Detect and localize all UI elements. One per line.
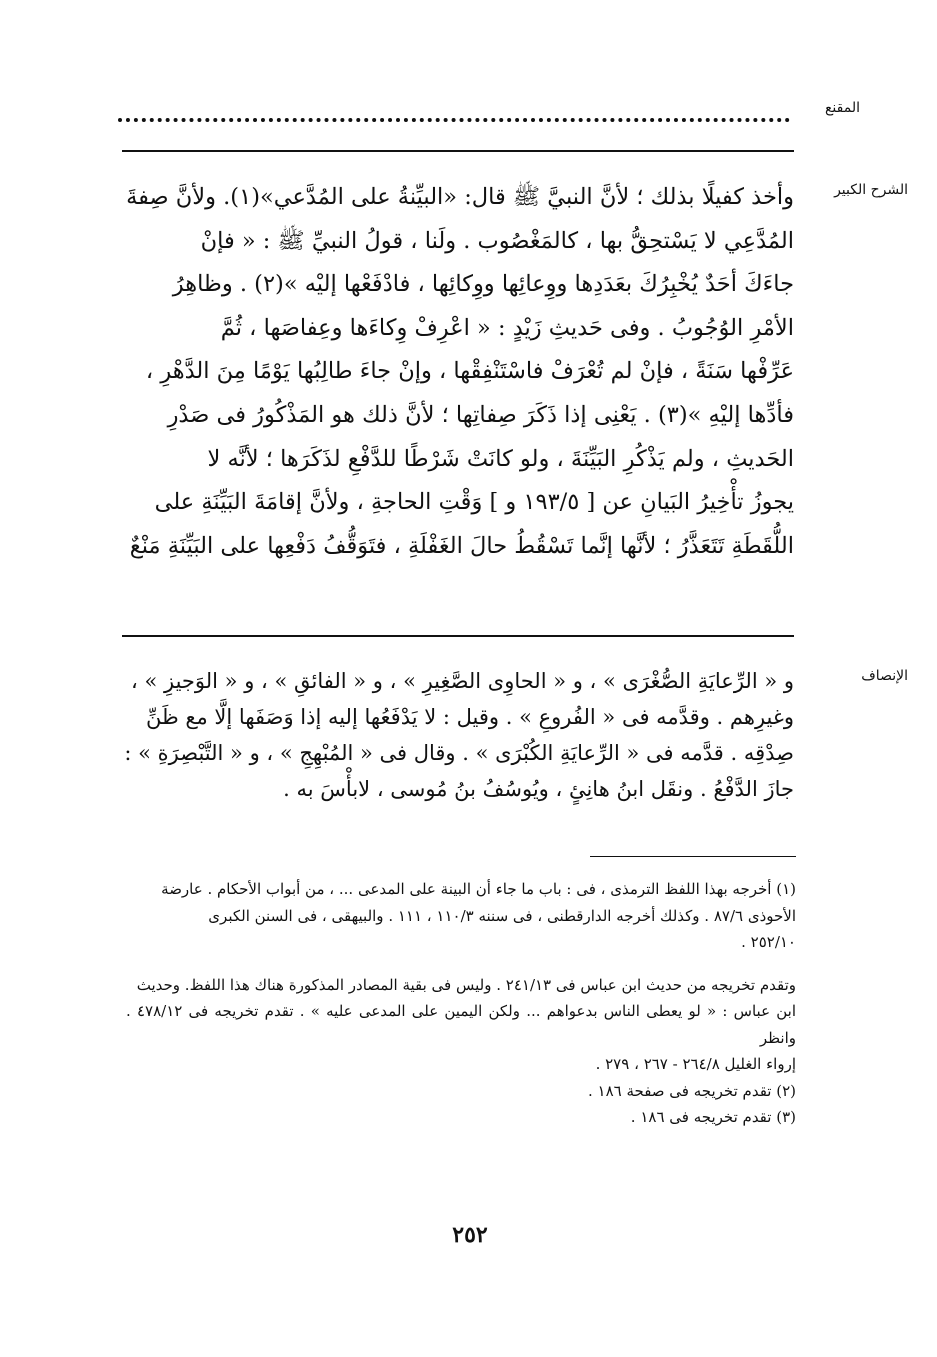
insaf-line: و « الرِّعايَةِ الصُّغْرَى » ، و « الحاوِى الصَّغِيرِ » ، و « الفائقِ » ، و « الوَجيزِ » ،	[131, 669, 794, 693]
footnote-line: وتقدم تخريجه من حديث ابن عباس فى ٢٤١/١٣ . وليس فى بقية المصادر المذكورة هناك هذا اللفظ. وحديث	[136, 975, 796, 994]
footnote-line: إرواء الغليل ٢٦٤/٨ - ٢٦٧ ، ٢٧٩ .	[595, 1055, 796, 1073]
running-head: المقنع	[824, 100, 860, 116]
main-line: الأمْرِ الوُجُوبُ . وفى حَديثِ زَيْدٍ : « اعْرِفْ وِكاءَها وعِفاصَها ، ثُمَّ	[220, 314, 794, 341]
page-number: ٢٥٢	[452, 1222, 488, 1248]
header-dotted-rule	[118, 118, 790, 130]
insaf-line: جازَ الدَّفْعُ . ونقَل ابنُ هانِئٍ ، ويُوسُفُ بنُ مُوسى ، لابأْسَ به .	[283, 777, 794, 801]
insaf-line: وغيرِهم . وقدَّمه فى « الفُروعِ » . وقيل : لا يَدْفَعُها إليه إذا وَصَفَها إلَّا مع ظَنِّ	[145, 705, 794, 729]
footnote-line: ابن عباس : « لو يعطى الناس بدعواهم ... ولكن اليمين على المدعى عليه » . تقدم تخريجه فى ٤٧٨/١٢ . وانظر	[126, 1002, 796, 1047]
section-divider-rule	[122, 635, 794, 637]
main-line: المُدَّعِي لا يَسْتحِقُّ بها ، كالمَغْصُوب . ولَنا ، قولُ النبيِّ ﷺ : « فإنْ	[200, 227, 794, 254]
insaf-label: الإنصاف	[861, 668, 908, 684]
main-line: عَرِّفْها سَنَةً ، فإنْ لم تُعْرَفْ فاسْتَنْفِقْها ، وإنْ جاءَ طالِبُها يَوْمًا مِنَ الدَّهْرِ ،	[145, 358, 794, 385]
footnote-line: ٢٥٢/١٠ .	[741, 933, 796, 951]
footnote-line: (٢) تقدم تخريجه فى صفحة ١٨٦ .	[587, 1081, 796, 1100]
footnote-line: الأحوذى ٨٧/٦ . وكذلك أخرجه الدارقطنى ، فى سننه ١١٠/٣ ، ١١١ . والبيهقى ، فى السنن الكبرى	[208, 906, 796, 925]
main-line: يجوزُ تأْخِيرُ البَيانِ عن [ ١٩٣/٥ و ] وَقْتِ الحاجةِ ، ولأنَّ إقامَةَ البَيِّنَةِ على	[154, 489, 794, 516]
footnote-line: (٣) تقدم تخريجه فى ١٨٦ .	[630, 1108, 796, 1126]
header-rule	[122, 150, 794, 152]
insaf-text	[122, 663, 794, 807]
footnote-line: (١) أخرجه بهذا اللفظ الترمذى ، فى : باب ما جاء أن البينة على المدعى ... ، من أبواب الأحكام . عارضة	[161, 880, 796, 898]
main-line: الحَديثِ ، ولم يَذْكُرِ البَيِّنَةَ ، ولو كانَتْ شَرْطًا للدَّفْعِ لذَكَرَها ؛ لأنَّه لا	[207, 445, 794, 472]
sharh-label: الشرح الكبير	[834, 182, 908, 198]
main-line: وأخذ كفيلًا بذلك ؛ لأنَّ النبيَّ ﷺ قال: «البيِّنةُ على المُدَّعي»(١). ولأنَّ صِفةَ	[126, 184, 794, 210]
main-line: فأدِّها إليْهِ »(٣) . يَعْنِى إذا ذَكَرَ صِفاتِها ؛ لأنَّ ذلك هو المَذْكُورُ فى صَدْرِ	[167, 401, 794, 428]
main-commentary-text	[122, 176, 794, 568]
footnote-separator	[590, 856, 796, 857]
insaf-line: صِدْقِه . قدَّمه فى « الرِّعايَةِ الكُبْرَى » . وقال فى « المُبْهِجِ » ، و « التَّبْصِرَةِ » :	[124, 741, 794, 765]
main-line: جاءَكَ أحَدٌ يُخْبِرُكَ بعَدَدِها ووِعائِها ووِكائِها ، فادْفَعْها إليْه »(٢) . وظاهِرُ	[172, 271, 794, 298]
main-line: اللُّقَطَةِ تَتَعَذَّرُ ؛ لأنَّها إنَّما تَسْقُطُ حالَ الغَفْلَةِ ، فتَوَقُّفُ دَفْعِها على البَيِّنَةِ مَنْعٌ	[129, 532, 794, 559]
footnotes	[126, 876, 796, 1131]
